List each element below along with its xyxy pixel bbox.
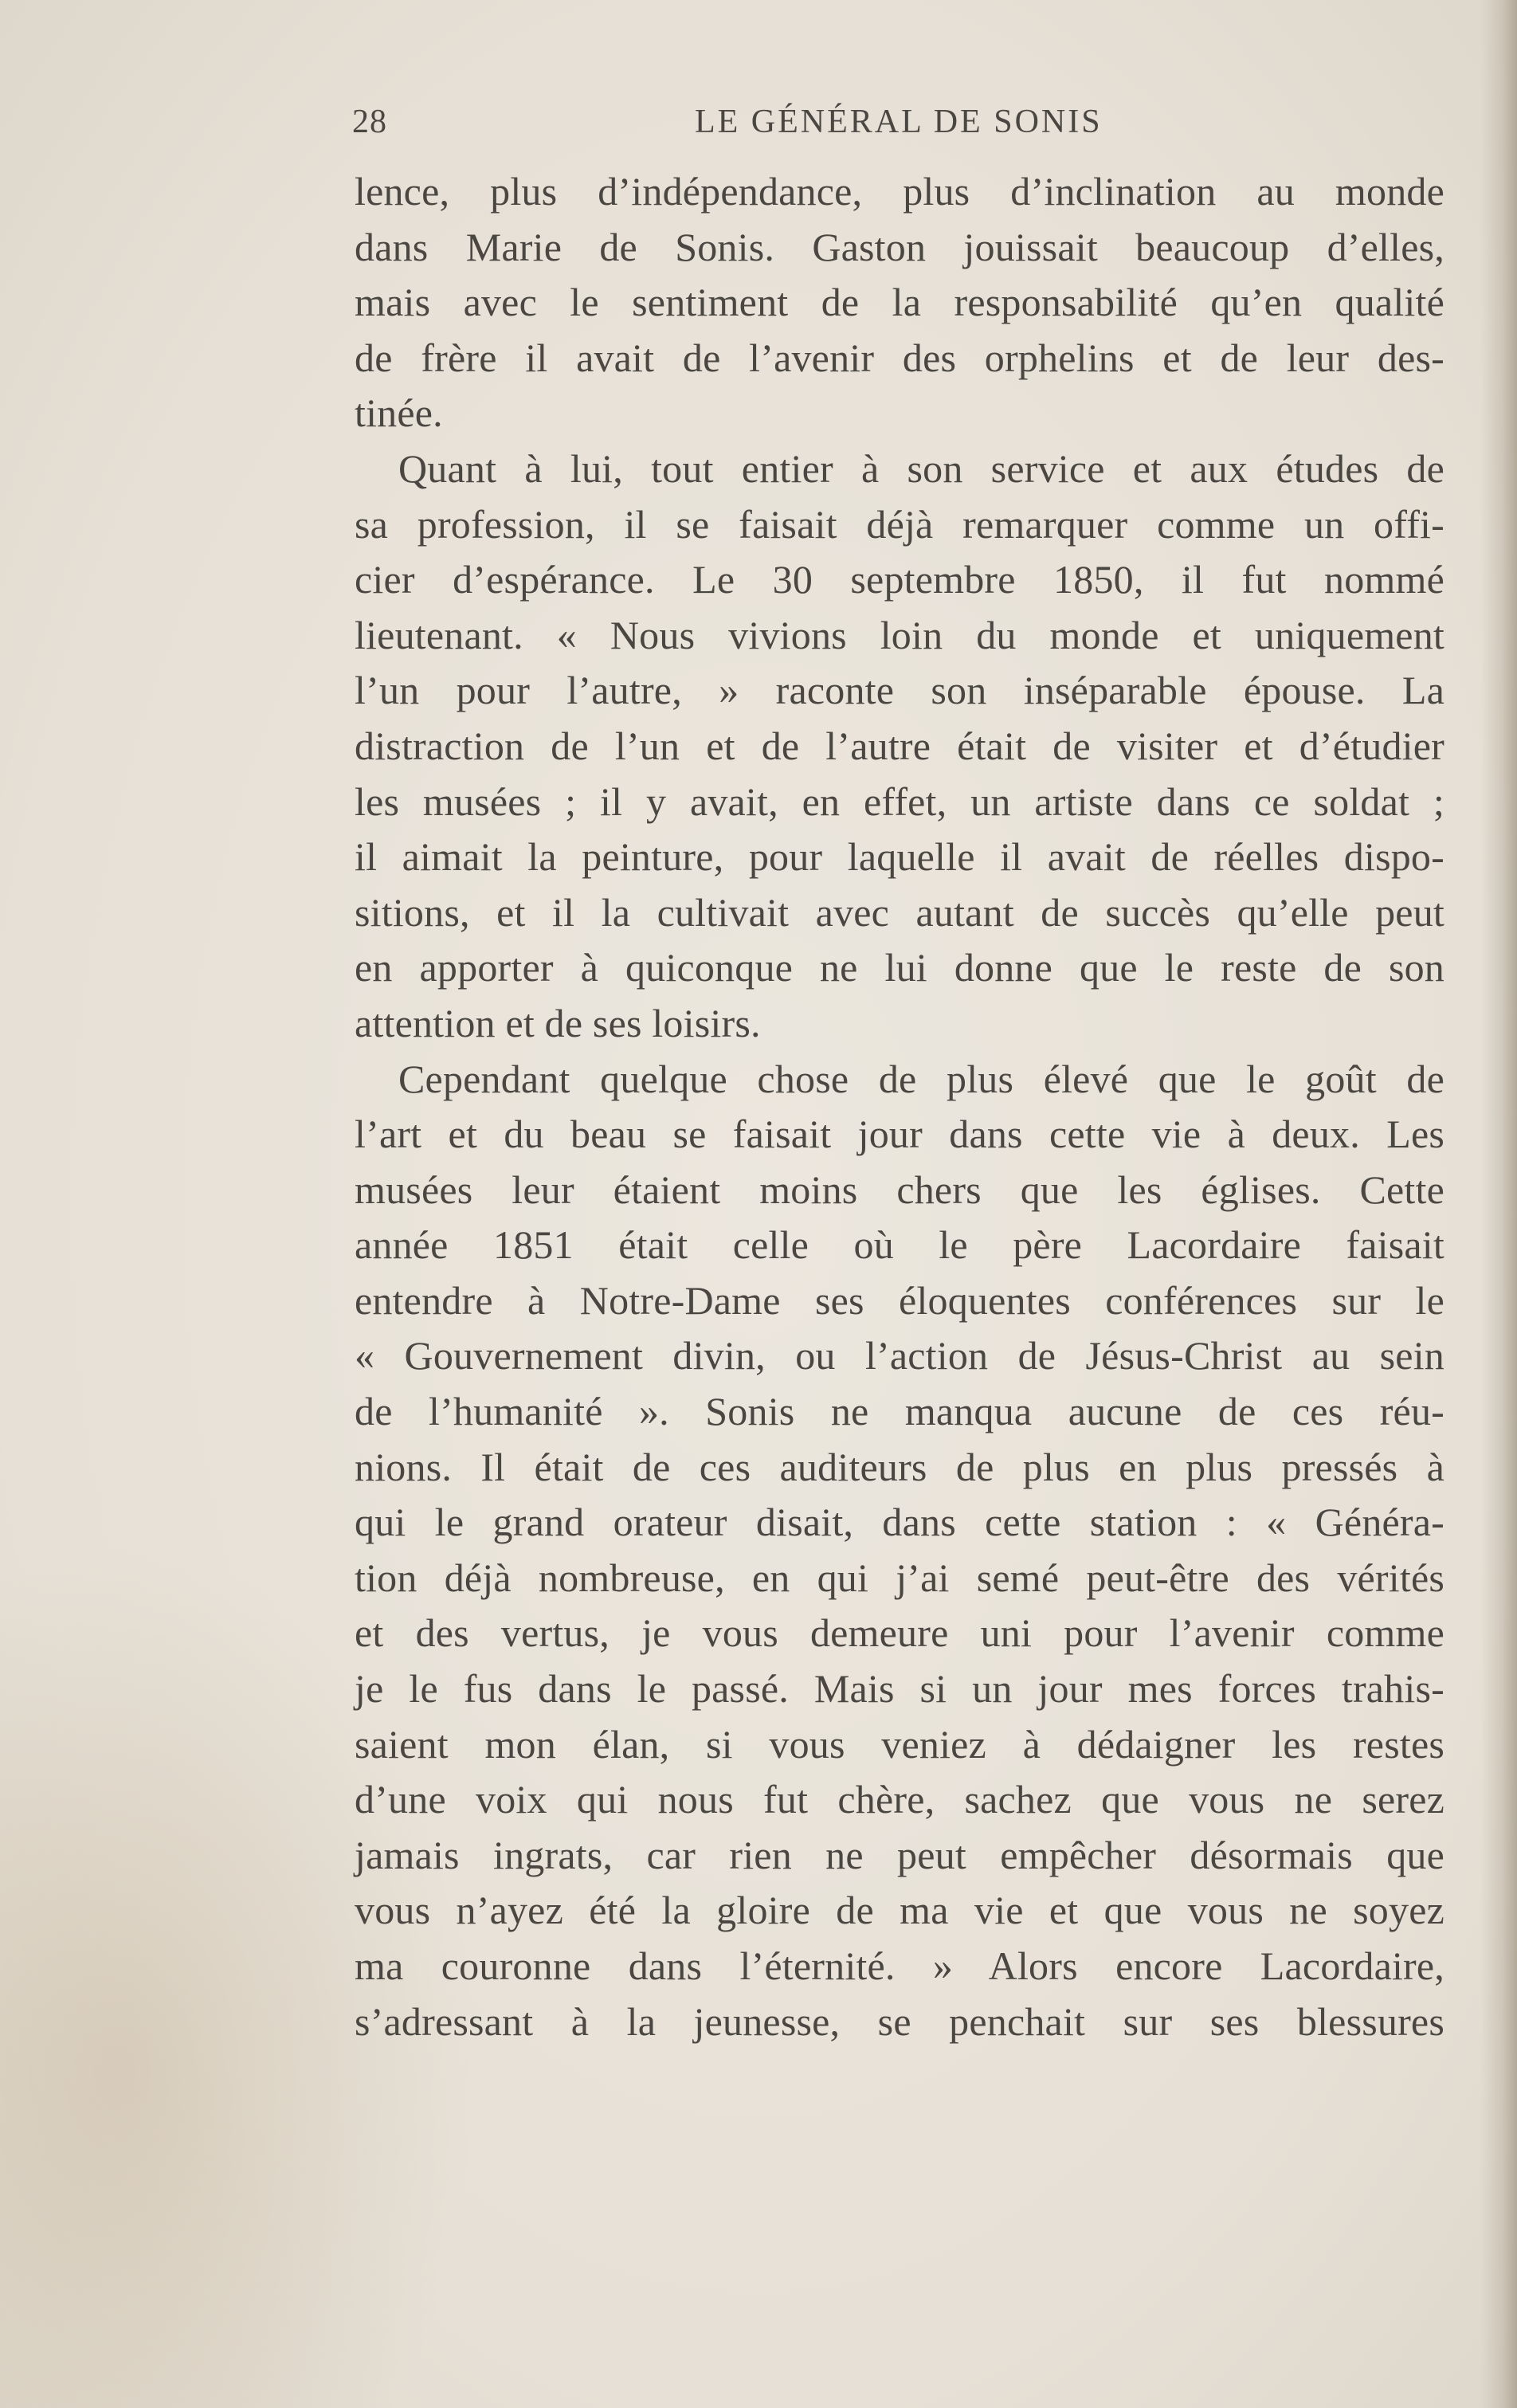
text-line: musées leur étaient moins chers que les églises. Cette xyxy=(355,1167,1444,1212)
text-line: s’adressant à la jeunesse, se penchait sur ses blessures xyxy=(355,1998,1444,2044)
text-line: ma couronne dans l’éternité. » Alors encore Lacordaire, xyxy=(355,1943,1444,1988)
running-head: LE GÉNÉRAL DE SONIS xyxy=(695,104,1103,140)
text-line: de frère il avait de l’avenir des orphelins et de leur des- xyxy=(355,335,1444,380)
text-line: qui le grand orateur disait, dans cette station : « Généra- xyxy=(355,1500,1444,1545)
text-line: en apporter à quiconque ne lui donne que le reste de son xyxy=(355,945,1444,990)
text-line: tion déjà nombreuse, en qui j’ai semé peut-être des vérités xyxy=(355,1555,1444,1600)
text-line: attention et de ses loisirs. xyxy=(355,1000,761,1045)
text-line: Cependant quelque chose de plus élevé que le goût de xyxy=(398,1056,1444,1101)
page-number: 28 xyxy=(352,104,387,140)
text-line: mais avec le sentiment de la responsabilité qu’en qualité xyxy=(355,280,1444,325)
text-line: l’art et du beau se faisait jour dans cette vie à deux. Les xyxy=(355,1112,1444,1157)
text-line: tinée. xyxy=(355,390,443,436)
text-line: l’un pour l’autre, » raconte son inséparable épouse. La xyxy=(355,668,1444,713)
text-line: Quant à lui, tout entier à son service et aux études de xyxy=(398,445,1444,491)
text-line: saient mon élan, si vous veniez à dédaigner les restes xyxy=(355,1721,1444,1767)
text-line: vous n’ayez été la gloire de ma vie et que vous ne soyez xyxy=(355,1888,1444,1933)
text-line: entendre à Notre-Dame ses éloquentes conférences sur le xyxy=(355,1277,1444,1323)
text-line: cier d’espérance. Le 30 septembre 1850, il fut nommé xyxy=(355,557,1444,602)
text-line: sa profession, il se faisait déjà remarquer comme un offi- xyxy=(355,501,1444,547)
text-line: et des vertus, je vous demeure uni pour l’avenir comme xyxy=(355,1610,1444,1656)
text-line: lence, plus d’indépendance, plus d’inclination au monde xyxy=(355,169,1444,214)
text-line: nions. Il était de ces auditeurs de plus en plus pressés à xyxy=(355,1444,1444,1489)
text-line: de l’humanité ». Sonis ne manqua aucune de ces réu- xyxy=(355,1389,1444,1434)
text-line: « Gouvernement divin, ou l’action de Jésus-Christ au sein xyxy=(355,1333,1444,1379)
text-line: jamais ingrats, car rien ne peut empêcher désormais que xyxy=(355,1832,1444,1877)
text-line: les musées ; il y avait, en effet, un artiste dans ce soldat ; xyxy=(355,778,1444,824)
text-line: distraction de l’un et de l’autre était de visiter et d’étudier xyxy=(355,723,1444,768)
page-header xyxy=(352,94,1444,150)
text-line: il aimait la peinture, pour laquelle il avait de réelles dispo- xyxy=(355,834,1444,880)
text-line: année 1851 était celle où le père Lacordaire faisait xyxy=(355,1222,1444,1268)
text-line: je le fus dans le passé. Mais si un jour mes forces trahis- xyxy=(355,1666,1444,1712)
text-line: sitions, et il la cultivait avec autant de succès qu’elle peut xyxy=(355,889,1444,935)
body-text xyxy=(355,164,1444,2049)
text-line: d’une voix qui nous fut chère, sachez que vous ne serez xyxy=(355,1777,1444,1822)
page-edge-shadow xyxy=(1480,0,1517,2408)
text-line: lieutenant. « Nous vivions loin du monde et uniquement xyxy=(355,612,1444,657)
text-line: dans Marie de Sonis. Gaston jouissait beaucoup d’elles, xyxy=(355,224,1444,269)
